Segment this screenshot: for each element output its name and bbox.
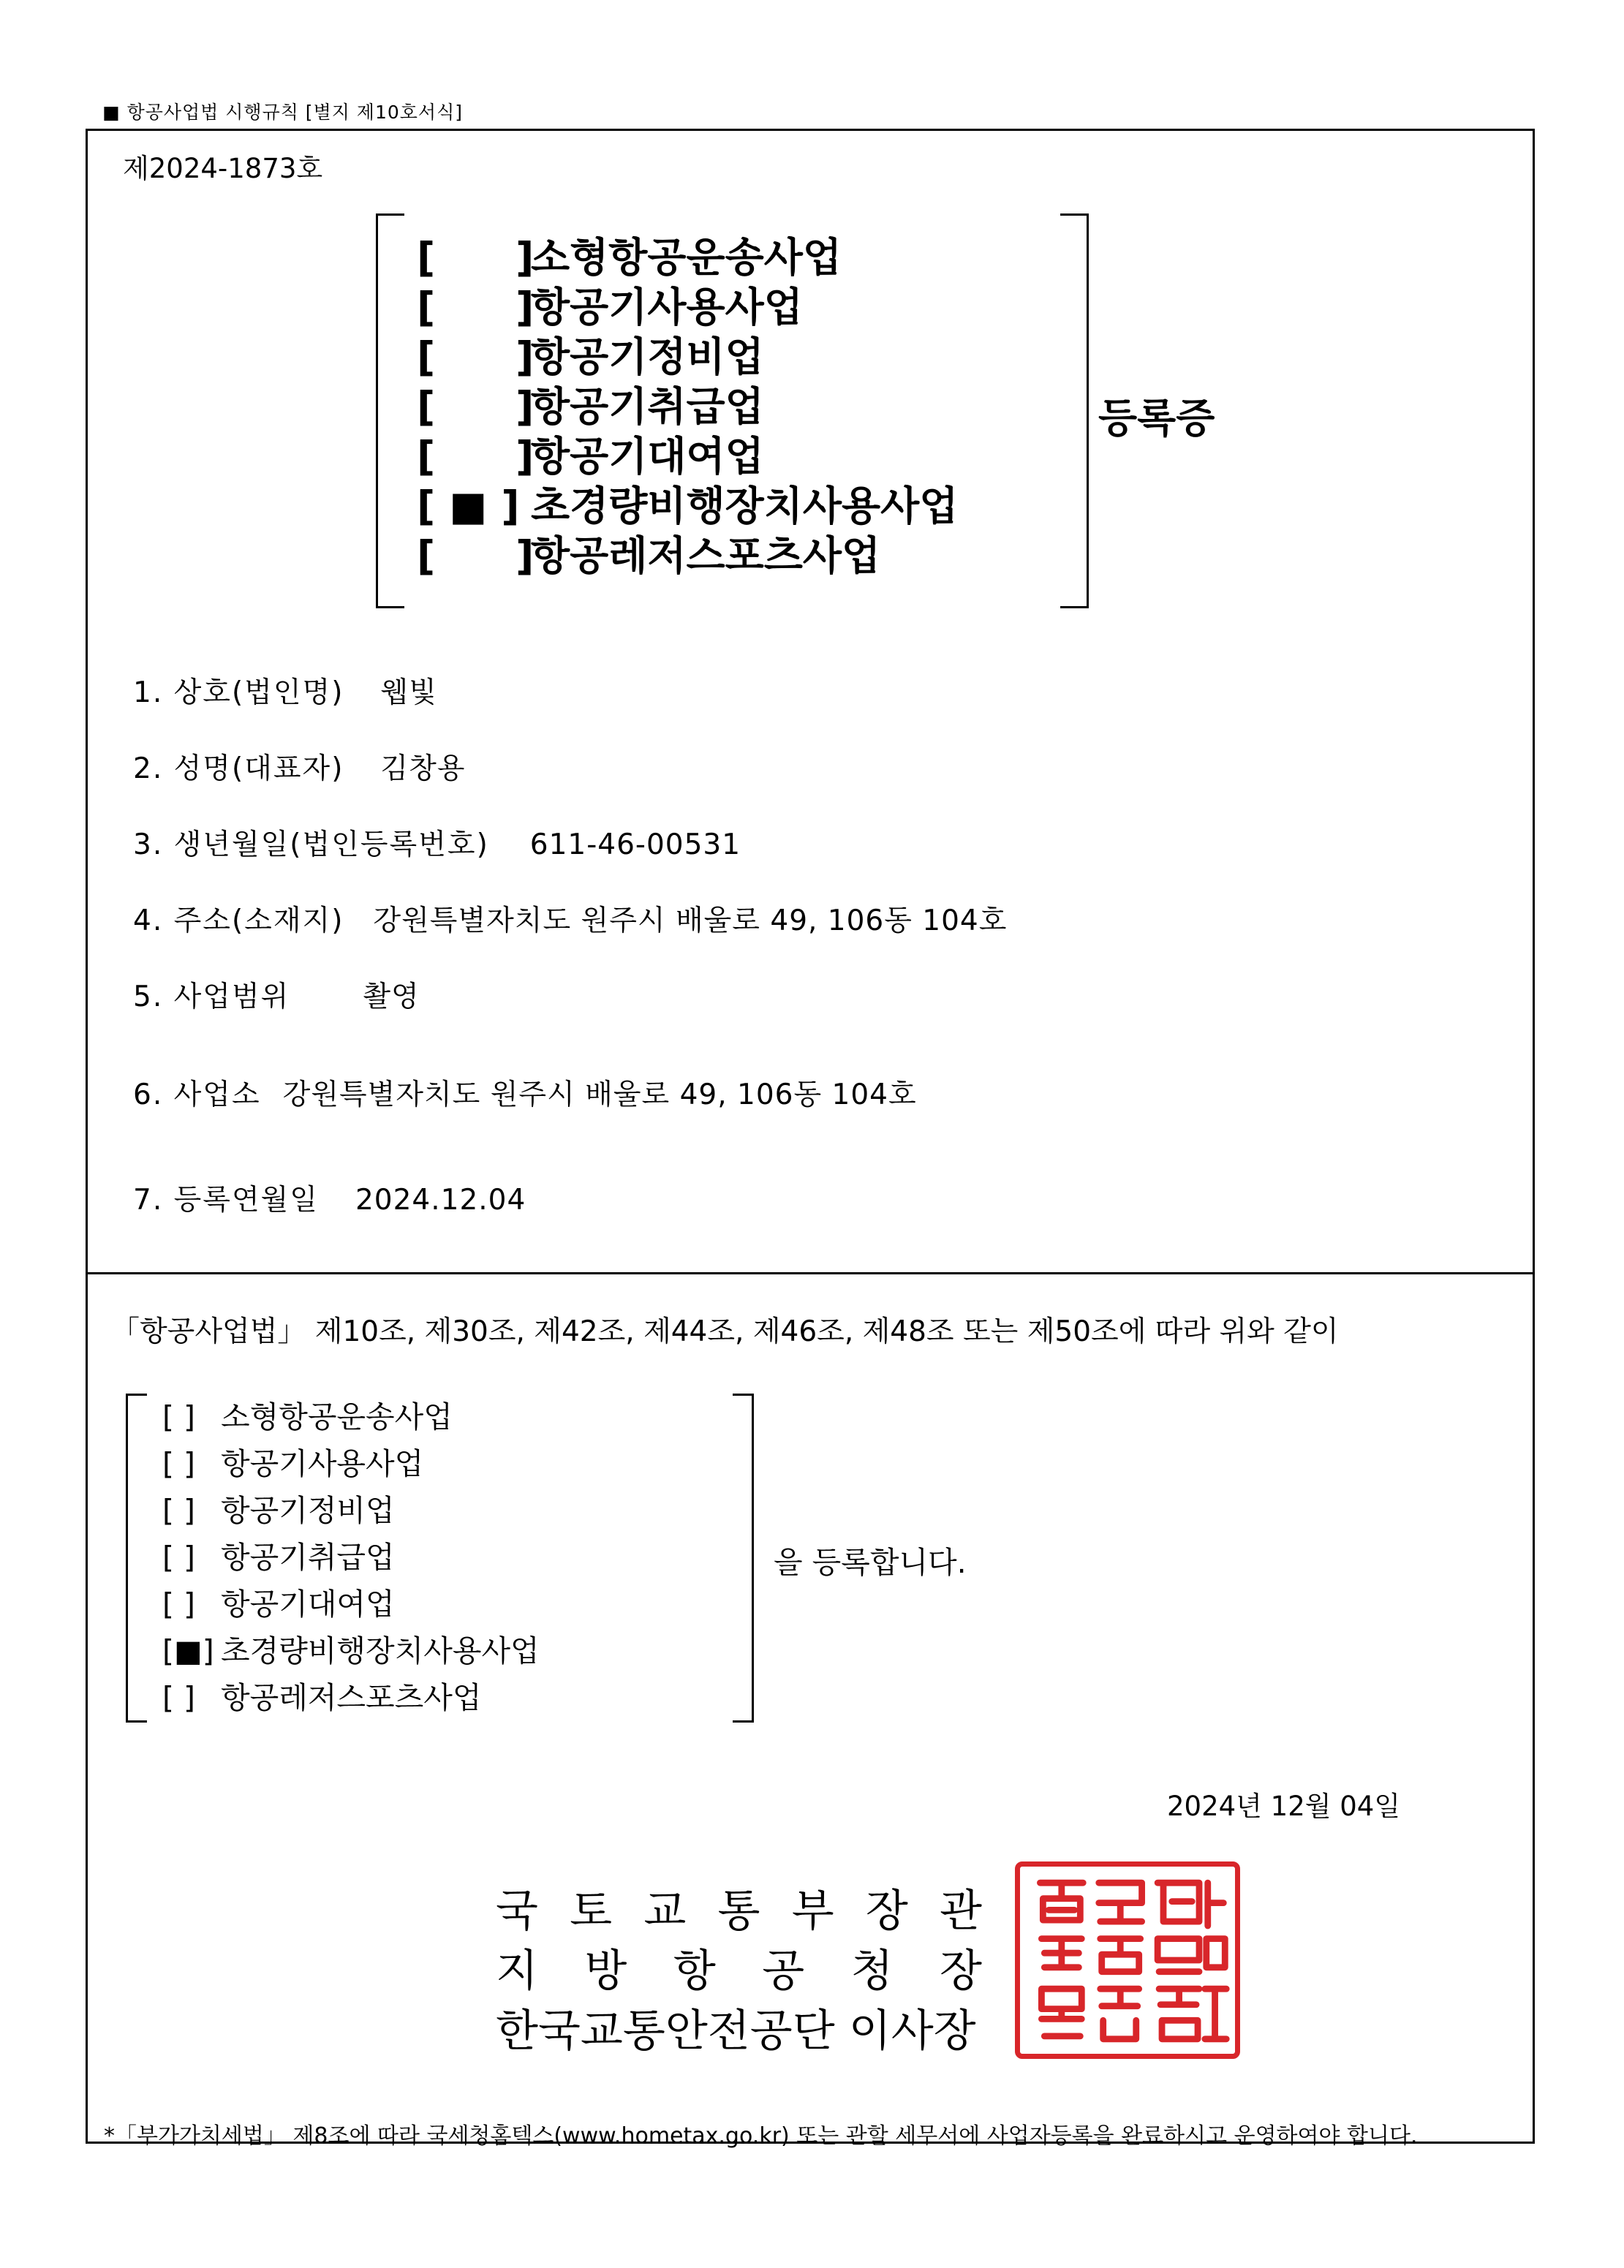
law-reference: 「항공사업법」 제10조, 제30조, 제42조, 제44조, 제46조, 제48조 또는 제50조에 따라 위와 같이	[111, 1315, 1339, 1348]
certificate-title: 등록증	[1098, 395, 1215, 442]
signatory-line-3: 한국교통안전공단 이사장	[496, 2006, 976, 2057]
top-item: [ ]소형항공운송사업	[417, 234, 842, 281]
top-item-checked: [ ■ ] 초경량비행장치사용사업	[417, 483, 959, 529]
bottom-item-checked: [■] 초경량비행장치사용사업	[162, 1633, 540, 1668]
top-item: [ ]항공기사용사업	[417, 284, 803, 330]
top-item: [ ]항공기취급업	[417, 383, 764, 430]
official-seal-icon	[1015, 1861, 1240, 2059]
bottom-business-list	[162, 1394, 540, 1721]
top-bracket-right	[1060, 213, 1089, 608]
bottom-item: [ ] 항공레저스포츠사업	[162, 1680, 482, 1715]
field-address: 4. 주소(소재지) 강원특별자치도 원주시 배울로 49, 106동 104호	[133, 904, 1008, 937]
serial-number: 제2024-1873호	[123, 153, 323, 184]
section-divider	[86, 1272, 1535, 1274]
form-tag: ■ 항공사업법 시행규칙 [별지 제10호서식]	[102, 102, 463, 123]
bottom-item: [ ] 항공기대여업	[162, 1587, 395, 1622]
top-bracket-left	[376, 213, 404, 608]
bottom-item: [ ] 소형항공운송사업	[162, 1399, 453, 1434]
field-company-name: 1. 상호(법인명) 웹빛	[133, 676, 437, 709]
top-item: [ ]항공레저스포츠사업	[417, 532, 881, 579]
top-item: [ ]항공기정비업	[417, 333, 764, 380]
field-business-site: 6. 사업소 강원특별자치도 원주시 배울로 49, 106동 104호	[133, 1078, 917, 1111]
field-representative: 2. 성명(대표자) 김창용	[133, 752, 466, 785]
top-item: [ ]항공기대여업	[417, 433, 764, 480]
bottom-bracket-left	[126, 1394, 147, 1723]
bottom-item: [ ] 항공기정비업	[162, 1493, 395, 1528]
signatory-line-2: 지 방 항 공 청 장	[496, 1946, 982, 1997]
field-business-scope: 5. 사업범위 촬영	[133, 980, 420, 1013]
bottom-bracket-right	[733, 1394, 754, 1723]
top-business-list	[417, 233, 958, 581]
signatory-line-1: 국 토 교 통 부 장 관	[496, 1886, 982, 1937]
footnote: *「부가가치세법」 제8조에 따라 국세청홈텍스(www.hometax.go.kr) 또는 관할 세무서에 사업자등록을 완료하시고 운영하여야 합니다.	[104, 2123, 1418, 2149]
issue-date: 2024년 12월 04일	[1167, 1791, 1401, 1822]
bottom-item: [ ] 항공기취급업	[162, 1540, 395, 1575]
bottom-item: [ ] 항공기사용사업	[162, 1446, 424, 1481]
registration-statement: 을 등록합니다.	[774, 1545, 967, 1580]
seal-glyphs	[1020, 1867, 1235, 2054]
field-registration-date: 7. 등록연월일 2024.12.04	[133, 1184, 526, 1217]
field-registration-number: 3. 생년월일(법인등록번호) 611-46-00531	[133, 828, 741, 861]
